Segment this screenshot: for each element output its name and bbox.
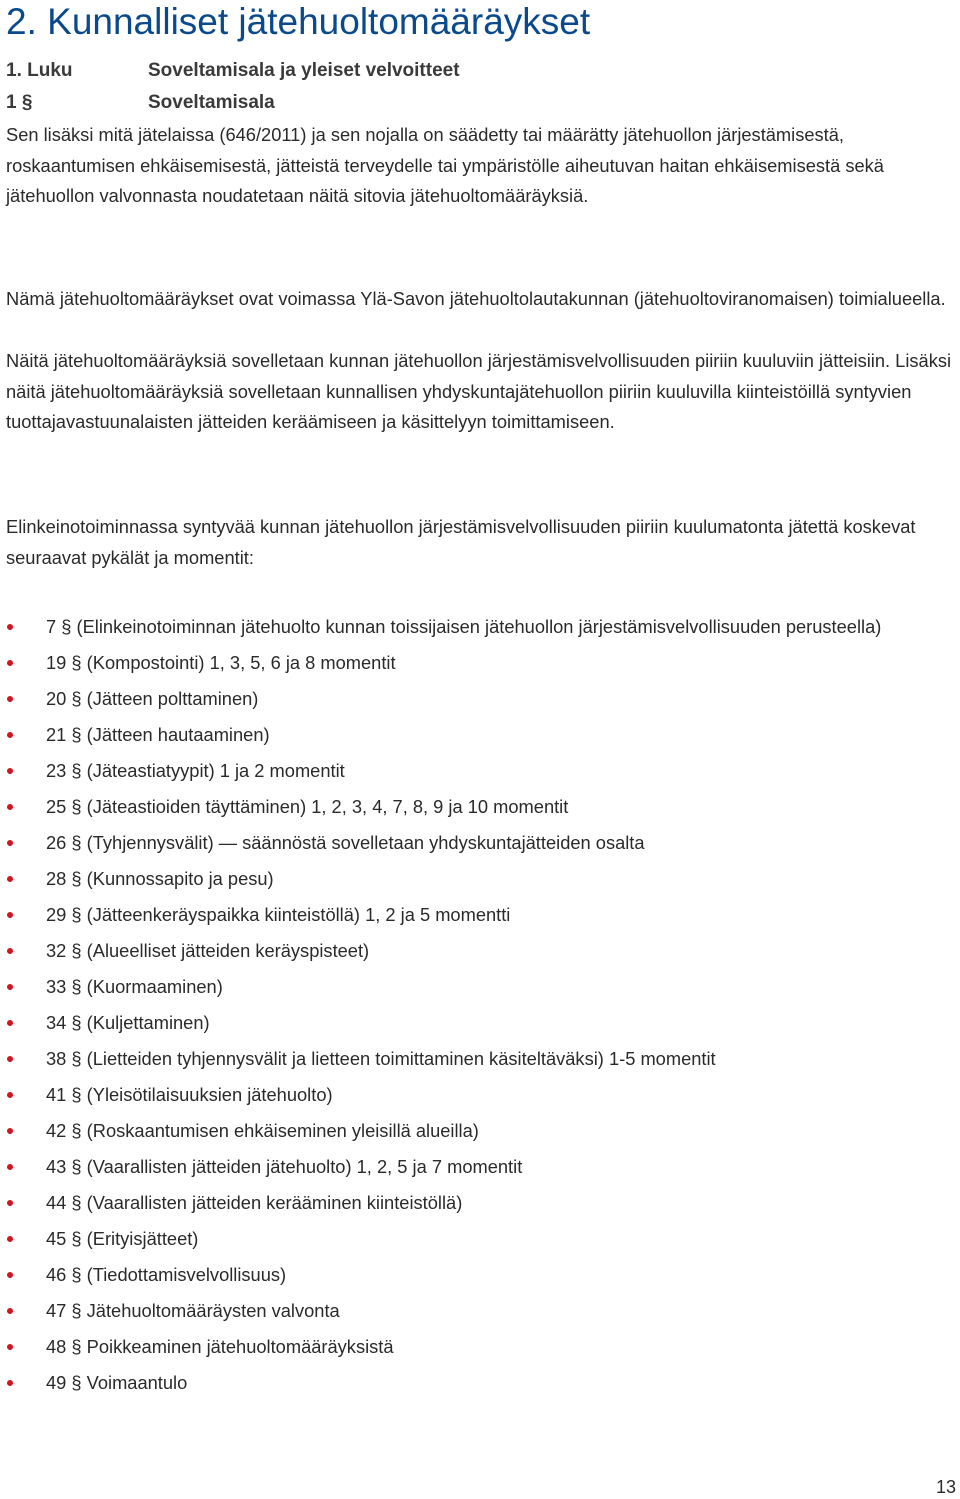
list-item <box>0 1296 960 1326</box>
page-number: 13 <box>935 1477 956 1497</box>
bullet-icon <box>7 1020 13 1026</box>
section-title: Soveltamisala <box>148 92 275 113</box>
paragraph: Näitä jätehuoltomääräyksiä sovelletaan kunnan jätehuollon järjestämisvelvollisuuden piiriin kuuluviin jätteisiin. Lisäksi näitä jätehuoltomääräyksiä sovelletaan kunnallisen yhdyskuntajätehuollon piiriin kuuluvilla kiinteistöillä syntyvien tuottajavastuunalaisten jätteiden keräämiseen ja käsittelyyn toimittamiseen. <box>6 350 952 432</box>
list-item <box>0 1008 960 1038</box>
section-heading <box>6 90 275 116</box>
list-item-text: 44 § (Vaarallisten jätteiden kerääminen kiinteistöllä) <box>46 1192 463 1213</box>
list-item-text: 38 § (Lietteiden tyhjennysvälit ja lietteen toimittaminen käsiteltäväksi) 1-5 momentit <box>46 1048 716 1069</box>
bullet-icon <box>7 1272 13 1278</box>
list-item <box>0 936 960 966</box>
list-item <box>0 828 960 858</box>
page-heading: 2. Kunnalliset jätehuoltomääräykset <box>6 1 591 42</box>
list-item <box>0 864 960 894</box>
bullet-icon <box>7 1056 13 1062</box>
list-item <box>0 684 960 714</box>
list-item-text: 42 § (Roskaantumisen ehkäiseminen yleisillä alueilla) <box>46 1120 479 1141</box>
list-item-text: 25 § (Jäteastioiden täyttäminen) 1, 2, 3, 4, 7, 8, 9 ja 10 momentit <box>46 796 569 817</box>
bullet-icon <box>7 696 13 702</box>
bullet-icon <box>7 948 13 954</box>
bullet-icon <box>7 1092 13 1098</box>
list-item-text: 46 § (Tiedottamisvelvollisuus) <box>46 1264 287 1285</box>
list-item-text: 20 § (Jätteen polttaminen) <box>46 688 259 709</box>
bullet-icon <box>7 732 13 738</box>
bullet-icon <box>7 840 13 846</box>
bullet-icon <box>7 624 13 630</box>
list-item <box>0 648 960 678</box>
list-item <box>0 1188 960 1218</box>
paragraph: Nämä jätehuoltomääräykset ovat voimassa Ylä-Savon jätehuoltolautakunnan (jätehuoltoviranomaisen) toimialueella. <box>6 288 946 309</box>
list-item <box>0 1152 960 1182</box>
bullet-icon <box>7 1344 13 1350</box>
paragraph: Sen lisäksi mitä jätelaissa (646/2011) ja sen nojalla on säädetty tai määrätty jätehuollon järjestämisestä, roskaantumisen ehkäisemisestä, jätteistä terveydelle tai ympäristölle aiheutuvan haitan ehkäisemisestä sekä jätehuollon valvonnasta noudatetaan näitä sitovia jätehuoltomääräyksiä. <box>6 124 884 206</box>
list-item-text: 33 § (Kuormaaminen) <box>46 976 223 997</box>
bullet-icon <box>7 1200 13 1206</box>
bullet-icon <box>7 1236 13 1242</box>
chapter-title: Soveltamisala ja yleiset velvoitteet <box>148 60 460 81</box>
list-item-text: 19 § (Kompostointi) 1, 3, 5, 6 ja 8 momentit <box>46 652 396 673</box>
list-item-text: 43 § (Vaarallisten jätteiden jätehuolto) 1, 2, 5 ja 7 momentit <box>46 1156 523 1177</box>
list-item <box>0 972 960 1002</box>
bullet-icon <box>7 804 13 810</box>
list-item-text: 47 § Jätehuoltomääräysten valvonta <box>46 1300 340 1321</box>
list-item <box>0 1260 960 1290</box>
list-item <box>0 1116 960 1146</box>
bullet-icon <box>7 876 13 882</box>
list-item <box>0 720 960 750</box>
list-item-text: 7 § (Elinkeinotoiminnan jätehuolto kunnan toissijaisen jätehuollon järjestämisvelvollisuuden perusteella) <box>46 616 882 637</box>
bullet-icon <box>7 984 13 990</box>
list-item <box>0 900 960 930</box>
bullet-icon <box>7 1128 13 1134</box>
list-item <box>0 612 960 642</box>
list-item <box>0 1332 960 1362</box>
list-item-text: 34 § (Kuljettaminen) <box>46 1012 210 1033</box>
section-number: 1 § <box>6 92 33 113</box>
list-item-text: 41 § (Yleisötilaisuuksien jätehuolto) <box>46 1084 333 1105</box>
list-item-text: 48 § Poikkeaminen jätehuoltomääräyksistä <box>46 1336 394 1357</box>
list-item <box>0 1224 960 1254</box>
bullet-icon <box>7 1308 13 1314</box>
chapter-heading <box>6 58 460 84</box>
bullet-icon <box>7 1380 13 1386</box>
list-item-text: 32 § (Alueelliset jätteiden keräyspisteet) <box>46 940 370 961</box>
section-list <box>0 612 960 1404</box>
list-item <box>0 1044 960 1074</box>
list-item-text: 45 § (Erityisjätteet) <box>46 1228 199 1249</box>
list-item-text: 28 § (Kunnossapito ja pesu) <box>46 868 274 889</box>
bullet-icon <box>7 660 13 666</box>
list-item <box>0 1080 960 1110</box>
list-item-text: 26 § (Tyhjennysvälit) — säännöstä sovelletaan yhdyskuntajätteiden osalta <box>46 832 645 853</box>
list-item-text: 21 § (Jätteen hautaaminen) <box>46 724 270 745</box>
bullet-icon <box>7 1164 13 1170</box>
bullet-icon <box>7 912 13 918</box>
bullet-icon <box>7 768 13 774</box>
list-item <box>0 792 960 822</box>
chapter-number: 1. Luku <box>6 60 73 81</box>
list-item <box>0 1368 960 1398</box>
paragraph: Elinkeinotoiminnassa syntyvää kunnan jätehuollon järjestämisvelvollisuuden piiriin kuulumatonta jätettä koskevat seuraavat pykälät ja momentit: <box>6 516 916 568</box>
list-item-text: 29 § (Jätteenkeräyspaikka kiinteistöllä) 1, 2 ja 5 momentti <box>46 904 511 925</box>
list-item-text: 23 § (Jäteastiatyypit) 1 ja 2 momentit <box>46 760 345 781</box>
list-item-text: 49 § Voimaantulo <box>46 1372 188 1393</box>
list-item <box>0 756 960 786</box>
